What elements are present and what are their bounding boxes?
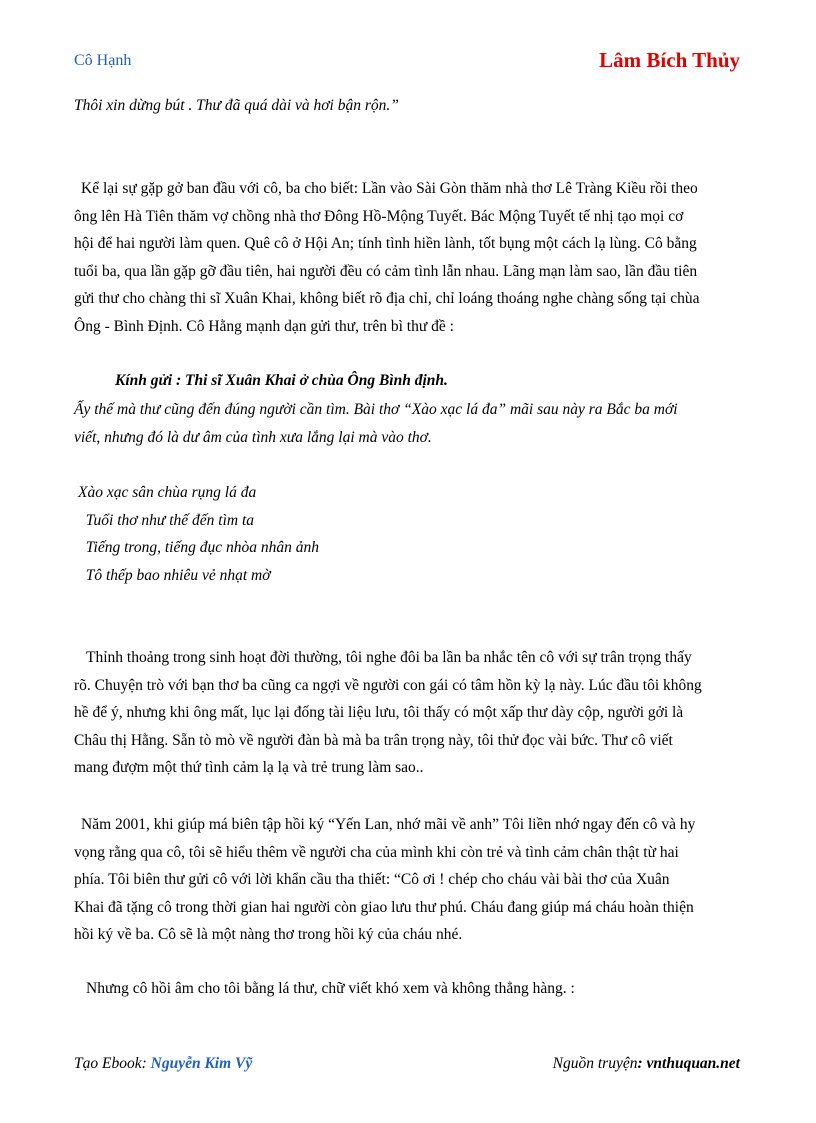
header-left-title: Cô Hạnh	[74, 52, 132, 69]
p3-line: vọng rằng qua cô, tôi sẽ hiểu thêm về người cha của mình khi còn trẻ và tình cảm chân thật từ hai	[74, 843, 679, 861]
p1-line: gửi thư cho chàng thi sĩ Xuân Khai, không biết rõ địa chỉ, chỉ loáng thoáng nghe chàng sống tại chùa	[74, 290, 700, 307]
paragraph-4	[74, 975, 744, 1003]
envelope-address: Kính gửi : Thi sĩ Xuân Khai ở chùa Ông Bình định.	[115, 372, 448, 389]
p3-line: phía. Tôi biên thư gửi cô với lời khẩn cầu tha thiết: “Cô ơi ! chép cho cháu vài bài thơ của Xuân	[74, 871, 670, 888]
ebook-separator: :	[141, 1055, 151, 1072]
footer-source-credit	[553, 1055, 740, 1073]
poem-line: Tiếng trong, tiếng đục nhòa nhân ảnh	[78, 539, 319, 556]
p2-line: rõ. Chuyện trò với bạn thơ ba cũng ca ngợi về người con gái có tâm hồn kỳ lạ này. Lúc đầu tôi không	[74, 676, 702, 694]
p1-line: Kể lại sự gặp gở ban đầu với cô, ba cho biết: Lần vào Sài Gòn thăm nhà thơ Lê Tràng Kiều rồi theo	[81, 180, 698, 197]
p3-line: hồi ký về ba. Cô sẽ là một nàng thơ trong hồi ký của cháu nhé.	[74, 926, 463, 943]
paragraph-1	[74, 175, 744, 340]
ebook-label: Tạo Ebook	[74, 1055, 142, 1072]
p2-line: mang đượm một thứ tình cảm lạ lạ và trẻ trung làm sao..	[74, 759, 424, 776]
source-label: Nguồn truyện	[552, 1055, 638, 1072]
header-right-author: Lâm Bích Thủy	[599, 48, 740, 72]
source-site: vnthuquan.net	[646, 1055, 740, 1072]
p1-line: tuổi ba, qua lần gặp gỡ đầu tiên, hai người đều có cảm tình lẫn nhau. Lãng mạn làm sao, lần đầu tiên	[74, 262, 698, 280]
address-note	[74, 396, 744, 451]
p4-line: Nhưng cô hồi âm cho tôi bằng lá thư, chữ viết khó xem và không thẳng hàng. :	[86, 980, 575, 997]
p3-line: Khai đã tặng cô trong thời gian hai người còn giao lưu thư phú. Cháu đang giúp má cháu hoàn thiện	[74, 898, 694, 916]
p3-line: Năm 2001, khi giúp má biên tập hồi ký “Yến Lan, nhớ mãi về anh” Tôi liền nhớ ngay đến cô và hy	[81, 816, 696, 833]
p2-line: Châu thị Hằng. Sẵn tò mò về người đàn bà mà ba trân trọng này, tôi thử đọc vài bức. Thư cô viết	[74, 731, 673, 749]
p1-line: ông lên Hà Tiên thăm vợ chồng nhà thơ Đông Hồ-Mộng Tuyết. Bác Mộng Tuyết tế nhị tạo mọi cơ	[74, 207, 684, 225]
footer-ebook-credit	[74, 1055, 252, 1073]
note-line: viết, nhưng đó là dư âm của tình xưa lắng lại mà vào thơ.	[74, 428, 432, 446]
poem-line: Tô thếp bao nhiêu vẻ nhạt mờ	[78, 566, 271, 584]
source-separator: :	[637, 1055, 647, 1072]
poem-line: Xào xạc sân chùa rụng lá đa	[78, 484, 257, 501]
paragraph-2	[74, 644, 744, 782]
poem-line: Tuổi thơ như thế đến tìm ta	[78, 511, 255, 529]
p1-line: hội để hai người làm quen. Quê cô ở Hội An; tính tình hiền lành, tốt bụng một cách lạ lùng. Cô bằng	[74, 235, 697, 252]
poem	[78, 479, 319, 589]
p2-line: Thỉnh thoảng trong sinh hoạt đời thường, tôi nghe đôi ba lần ba nhắc tên cô với sự trân trọng thấy	[86, 649, 692, 666]
note-line: Ấy thế mà thư cũng đến đúng người cần tìm. Bài thơ “Xào xạc lá đa” mãi sau này ra Bắc ba mới	[74, 401, 678, 418]
p2-line: hề để ý, nhưng khi ông mất, lục lại đống tài liệu lưu, tôi thấy có một xấp thư dày cộp, người gởi là	[74, 704, 684, 721]
paragraph-3	[74, 811, 744, 949]
ebook-creator-name: Nguyễn Kim Vỹ	[150, 1055, 253, 1072]
p1-line: Ông - Bình Định. Cô Hằng mạnh dạn gửi thư, trên bì thư đề :	[74, 317, 454, 335]
closing-line: Thôi xin dừng bút . Thư đã quá dài và hơi bận rộn.”	[74, 97, 399, 114]
